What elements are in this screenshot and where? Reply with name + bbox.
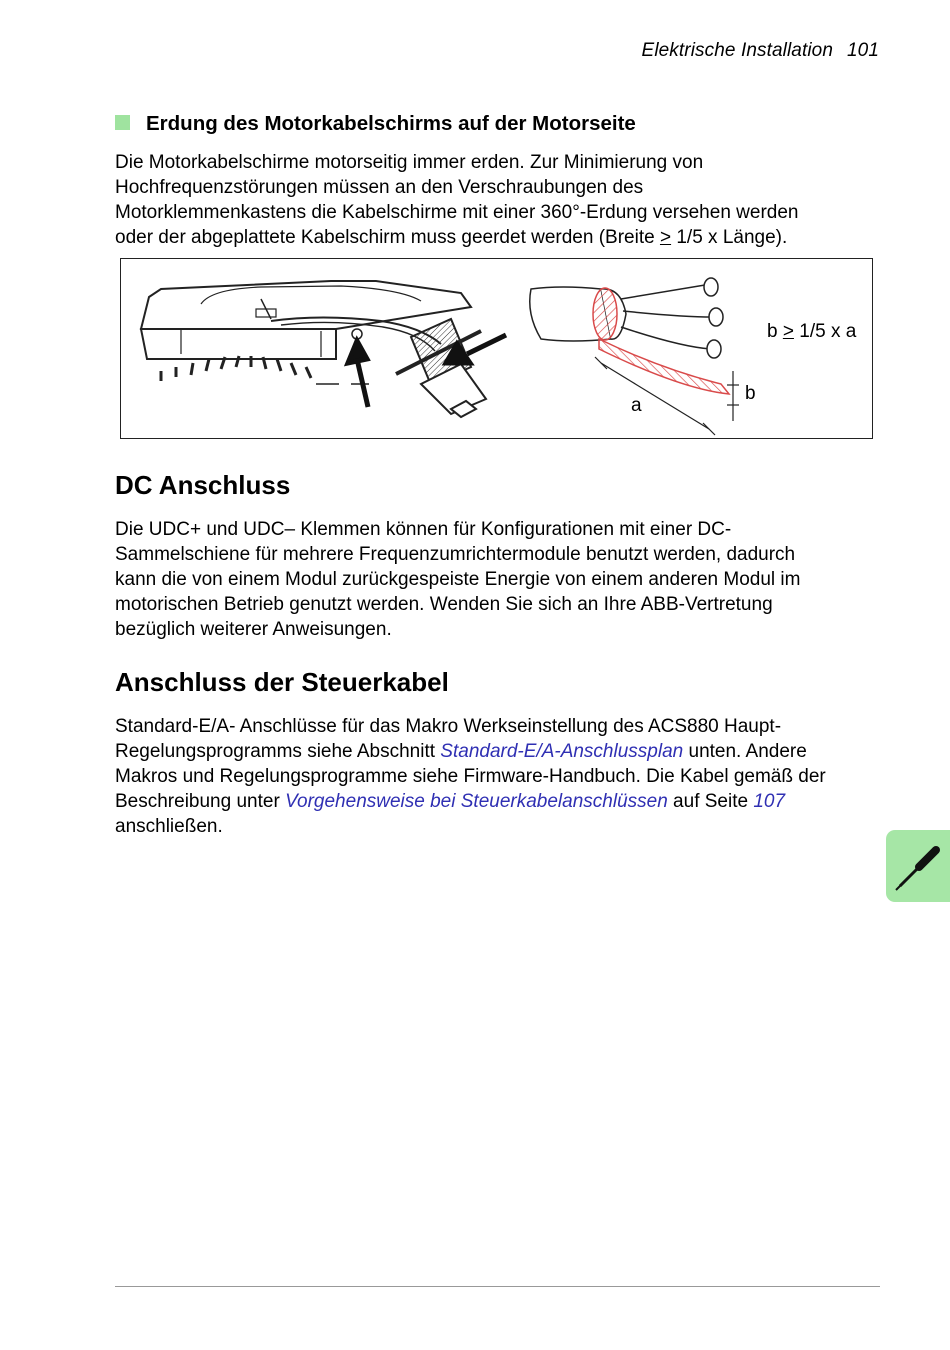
- subsection-heading: [115, 112, 636, 136]
- paragraph-line: kann die von einem Modul zurückgespeiste Energie von einem anderen Modul im: [115, 569, 801, 590]
- dimension-label-a: a: [631, 395, 642, 416]
- paragraph-line: Die Motorkabelschirme motorseitig immer erden. Zur Minimierung von: [115, 152, 704, 173]
- chapter-title: Elektrische Installation: [641, 40, 833, 61]
- paragraph-line: Sammelschiene für mehrere Frequenzumrichtermodule benutzt werden, dadurch: [115, 544, 796, 565]
- formula-var: b: [767, 321, 783, 342]
- dimension-label-b: b: [745, 383, 756, 404]
- paragraph-line: [115, 225, 895, 250]
- paragraph-line: Die UDC+ und UDC– Klemmen können für Konfigurationen mit einer DC-: [115, 519, 732, 540]
- io-diagram-link[interactable]: Standard-E/A-Anschlussplan: [440, 741, 684, 762]
- paragraph-line: Makros und Regelungsprogramme siehe Firmware-Handbuch. Die Kabel gemäß der: [115, 766, 826, 787]
- paragraph-line: anschließen.: [115, 816, 223, 837]
- subsection-heading-text: Erdung des Motorkabelschirms auf der Motorseite: [146, 112, 636, 135]
- procedure-link[interactable]: Vorgehensweise bei Steuerkabelanschlüssen: [285, 791, 668, 812]
- section-heading-dc: DC Anschluss: [115, 470, 291, 500]
- screwdriver-icon: [886, 830, 950, 902]
- figure-drawing: [121, 259, 874, 440]
- paragraph-line: Motorklemmenkastens die Kabelschirme mit einer 360°-Erdung versehen werden: [115, 202, 799, 223]
- greater-equal-symbol: >: [659, 227, 672, 248]
- paragraph-line: [115, 739, 895, 764]
- section-heading-control-cables: Anschluss der Steuerkabel: [115, 667, 449, 697]
- text-run: Regelungsprogramms siehe Abschnitt: [115, 741, 441, 762]
- text-run: oder der abgeplattete Kabelschirm muss geerdet werden (Breite: [115, 227, 660, 248]
- page-107-link[interactable]: 107: [753, 791, 786, 812]
- page-number: 101: [846, 40, 879, 61]
- text-run: auf Seite: [667, 791, 754, 812]
- text-run: Beschreibung unter: [115, 791, 286, 812]
- greater-equal-symbol: >: [782, 321, 794, 342]
- paragraph-line: Hochfrequenzstörungen müssen an den Verschraubungen des: [115, 177, 644, 198]
- running-header: [642, 40, 879, 62]
- text-run: unten. Andere: [683, 741, 807, 762]
- cable-shield-drawing: [530, 278, 729, 394]
- footer-rule: [115, 1286, 880, 1287]
- paragraph-line: [115, 789, 895, 814]
- paragraph-line: motorischen Betrieb genutzt werden. Wenden Sie sich an Ihre ABB-Vertretung: [115, 594, 773, 615]
- text-run: 1/5 x Länge).: [671, 227, 788, 248]
- square-bullet-icon: [115, 115, 130, 130]
- control-cables-paragraph: [115, 714, 895, 839]
- chapter-tab[interactable]: [886, 830, 950, 902]
- formula-label: [767, 321, 856, 343]
- paragraph-line: bezüglich weiterer Anweisungen.: [115, 619, 392, 640]
- grounding-paragraph: [115, 150, 895, 250]
- paragraph-line: Standard-E/A- Anschlüsse für das Makro Werkseinstellung des ACS880 Haupt-: [115, 716, 782, 737]
- shield-grounding-figure: [120, 258, 873, 439]
- dc-paragraph: [115, 517, 895, 642]
- formula-rest: 1/5 x a: [793, 321, 857, 342]
